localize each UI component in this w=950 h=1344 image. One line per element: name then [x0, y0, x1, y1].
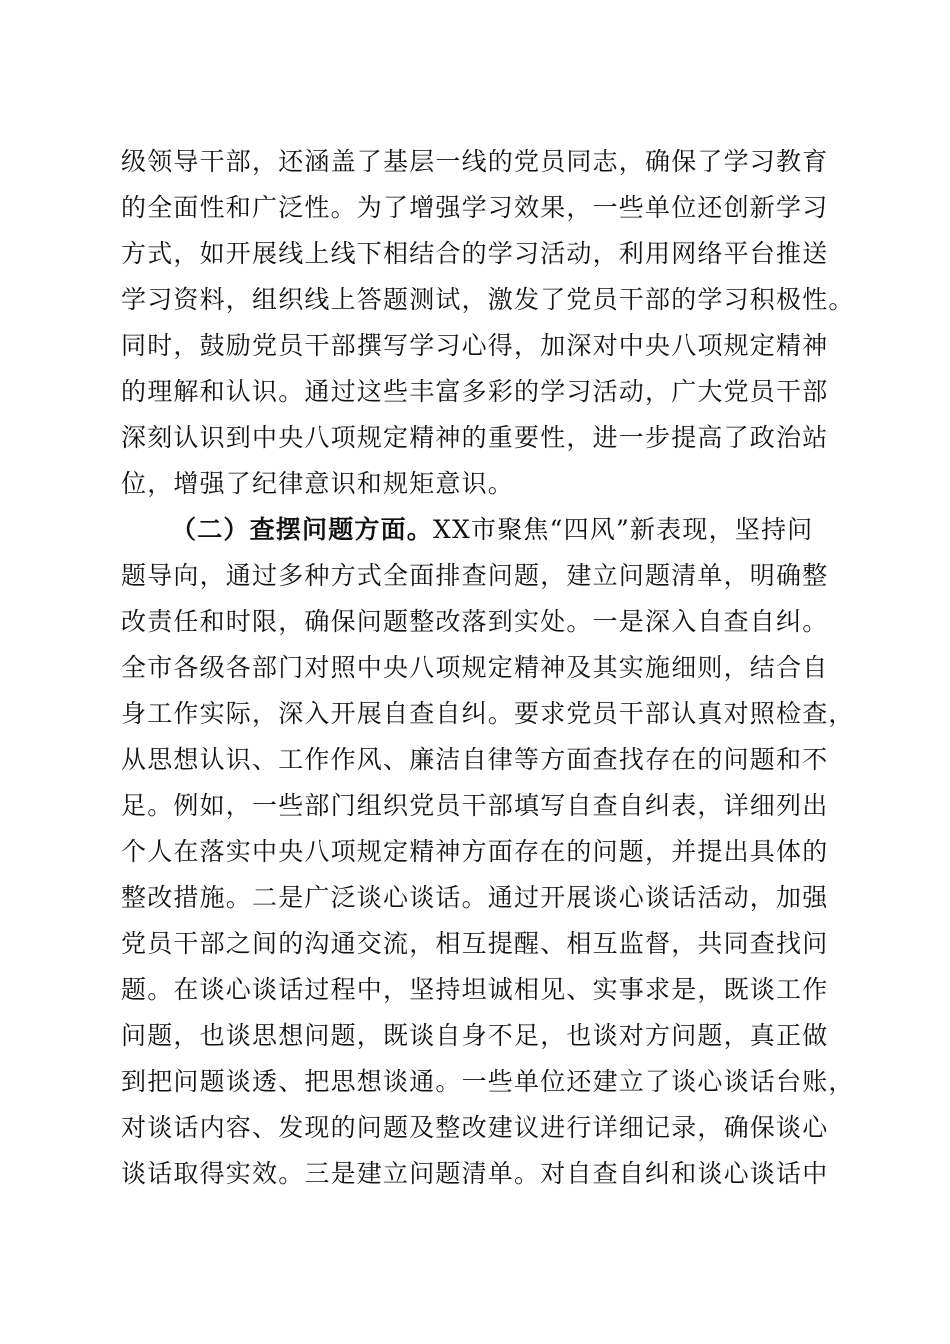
paragraph-line: 题导向，通过多种方式全面排查问题，建立问题清单，明确整 [121, 561, 829, 590]
paragraph-line: 足。例如，一些部门组织党员干部填写自查自纠表，详细列出 [121, 791, 829, 820]
paragraph-line: 问题，也谈思想问题，既谈自身不足，也谈对方问题，真正做 [121, 1021, 829, 1050]
paragraph-line: 深刻认识到中央八项规定精神的重要性，进一步提高了政治站 [121, 423, 829, 452]
paragraph-line: 位，增强了纪律意识和规矩意识。 [121, 469, 515, 498]
section-2-heading: （二）查摆问题方面。 [171, 515, 434, 544]
paragraph-line: 级领导干部，还涵盖了基层一线的党员同志，确保了学习教育 [121, 147, 829, 176]
section-2-first-line [171, 508, 891, 552]
paragraph-line: 改责任和时限，确保问题整改落到实处。一是深入自查自纠。 [121, 607, 829, 636]
paragraph-line: 的理解和认识。通过这些丰富多彩的学习活动，广大党员干部 [121, 377, 829, 406]
paragraph-line: 谈话取得实效。三是建立问题清单。对自查自纠和谈心谈话中 [121, 1159, 829, 1188]
paragraph-line: 全市各级各部门对照中央八项规定精神及其实施细则，结合自 [121, 653, 829, 682]
paragraph-line: 方式，如开展线上线下相结合的学习活动，利用网络平台推送 [121, 239, 829, 268]
paragraph-line: 学习资料，组织线上答题测试，激发了党员干部的学习积极性。 [121, 285, 855, 314]
section-2-first-line-text: XX市聚焦“四风”新表现，坚持问 [433, 515, 814, 544]
paragraph-line: 身工作实际，深入开展自查自纠。要求党员干部认真对照检查， [121, 699, 855, 728]
paragraph-line: 对谈话内容、发现的问题及整改建议进行详细记录，确保谈心 [121, 1113, 829, 1142]
paragraph-line: 从思想认识、工作作风、廉洁自律等方面查找存在的问题和不 [121, 745, 829, 774]
paragraph-line: 到把问题谈透、把思想谈通。一些单位还建立了谈心谈话台账， [121, 1067, 855, 1096]
paragraph-line: 党员干部之间的沟通交流，相互提醒、相互监督，共同查找问 [121, 929, 829, 958]
paragraph-line: 的全面性和广泛性。为了增强学习效果，一些单位还创新学习 [121, 193, 829, 222]
paragraph-line: 同时，鼓励党员干部撰写学习心得，加深对中央八项规定精神 [121, 331, 829, 360]
paragraph-line: 整改措施。二是广泛谈心谈话。通过开展谈心谈话活动，加强 [121, 883, 829, 912]
paragraph-line: 题。在谈心谈话过程中，坚持坦诚相见、实事求是，既谈工作 [121, 975, 829, 1004]
paragraph-line: 个人在落实中央八项规定精神方面存在的问题，并提出具体的 [121, 837, 829, 866]
